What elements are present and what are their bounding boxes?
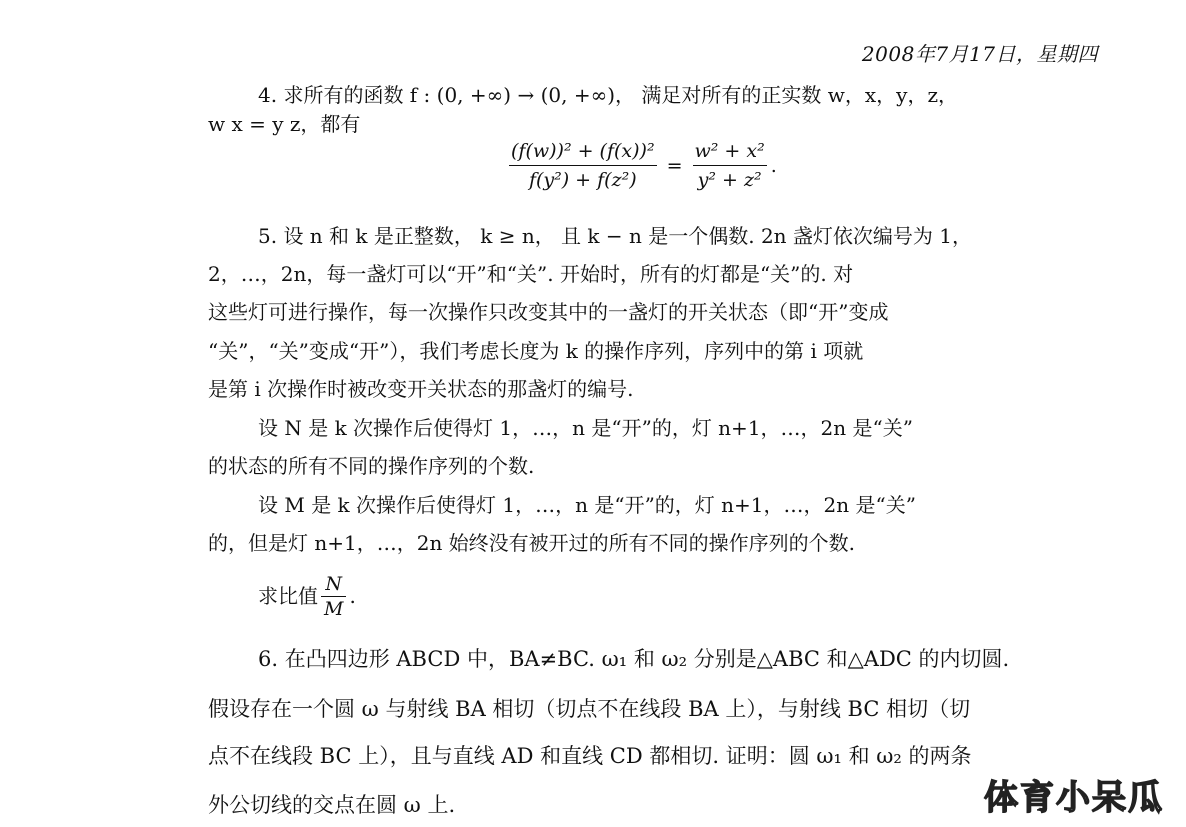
ratio-denominator: M bbox=[324, 597, 344, 620]
formula-rhs-numerator: w² + x² bbox=[693, 140, 767, 166]
problem5-line7: 的状态的所有不同的操作序列的个数. bbox=[208, 454, 535, 478]
date-header: 2008年7月17日，星期四 bbox=[861, 42, 1098, 66]
formula-lhs-fraction bbox=[509, 140, 657, 191]
problem5-line3: 这些灯可进行操作，每一次操作只改变其中的一盏灯的开关状态（即“开”变成 bbox=[208, 300, 889, 324]
problem6-line1: 6. 在凸四边形 ABCD 中，BA≠BC. ω₁ 和 ω₂ 分别是△ABC 和△ADC 的内切圆. bbox=[258, 647, 1010, 671]
problem6-line3: 点不在线段 BC 上），且与直线 AD 和直线 CD 都相切. 证明：圆 ω₁ 和 ω₂ 的两条 bbox=[208, 744, 972, 768]
problem6-line4: 外公切线的交点在圆 ω 上. bbox=[208, 793, 456, 817]
formula-equals: = bbox=[666, 154, 683, 177]
problem4-line1: 4. 求所有的函数 f : (0, +∞) → (0, +∞)， 满足对所有的正实数 w，x，y，z， bbox=[258, 83, 958, 107]
ratio-numerator: N bbox=[321, 573, 346, 597]
problem5-line2: 2，…，2n，每一盏灯可以“开”和“关”. 开始时，所有的灯都是“关”的. 对 bbox=[208, 262, 854, 286]
formula-period: . bbox=[770, 154, 777, 177]
formula-lhs-numerator: (f(w))² + (f(x))² bbox=[509, 140, 657, 166]
problem4-formula bbox=[505, 140, 777, 191]
formula-lhs-denominator: f(y²) + f(z²) bbox=[528, 169, 637, 191]
problem5-line6: 设 N 是 k 次操作后使得灯 1，…，n 是“开”的，灯 n+1，…，2n 是“关” bbox=[258, 416, 913, 440]
ratio-fraction bbox=[320, 573, 347, 620]
formula-rhs-fraction bbox=[693, 140, 767, 191]
ratio-prefix: 求比值 bbox=[258, 584, 318, 608]
problem5-ratio-line bbox=[258, 572, 356, 620]
watermark-text: 体育小呆瓜 bbox=[984, 778, 1164, 818]
problem5-line9: 的，但是灯 n+1，…，2n 始终没有被开过的所有不同的操作序列的个数. bbox=[208, 531, 856, 555]
problem5-line8: 设 M 是 k 次操作后使得灯 1，…，n 是“开”的，灯 n+1，…，2n 是“关” bbox=[258, 493, 916, 517]
ratio-suffix: . bbox=[349, 584, 356, 608]
problem6-line2: 假设存在一个圆 ω 与射线 BA 相切（切点不在线段 BA 上），与射线 BC 相切（切 bbox=[208, 697, 971, 721]
problem5-line1: 5. 设 n 和 k 是正整数， k ≥ n， 且 k − n 是一个偶数. 2n 盏灯依次编号为 1， bbox=[258, 224, 973, 248]
problem5-line5: 是第 i 次操作时被改变开关状态的那盏灯的编号. bbox=[208, 377, 634, 401]
formula-rhs-denominator: y² + z² bbox=[697, 169, 762, 191]
problem4-line2: w x = y z，都有 bbox=[208, 112, 361, 136]
problem5-line4: “关”，“关”变成“开”），我们考虑长度为 k 的操作序列，序列中的第 i 项就 bbox=[208, 339, 864, 363]
